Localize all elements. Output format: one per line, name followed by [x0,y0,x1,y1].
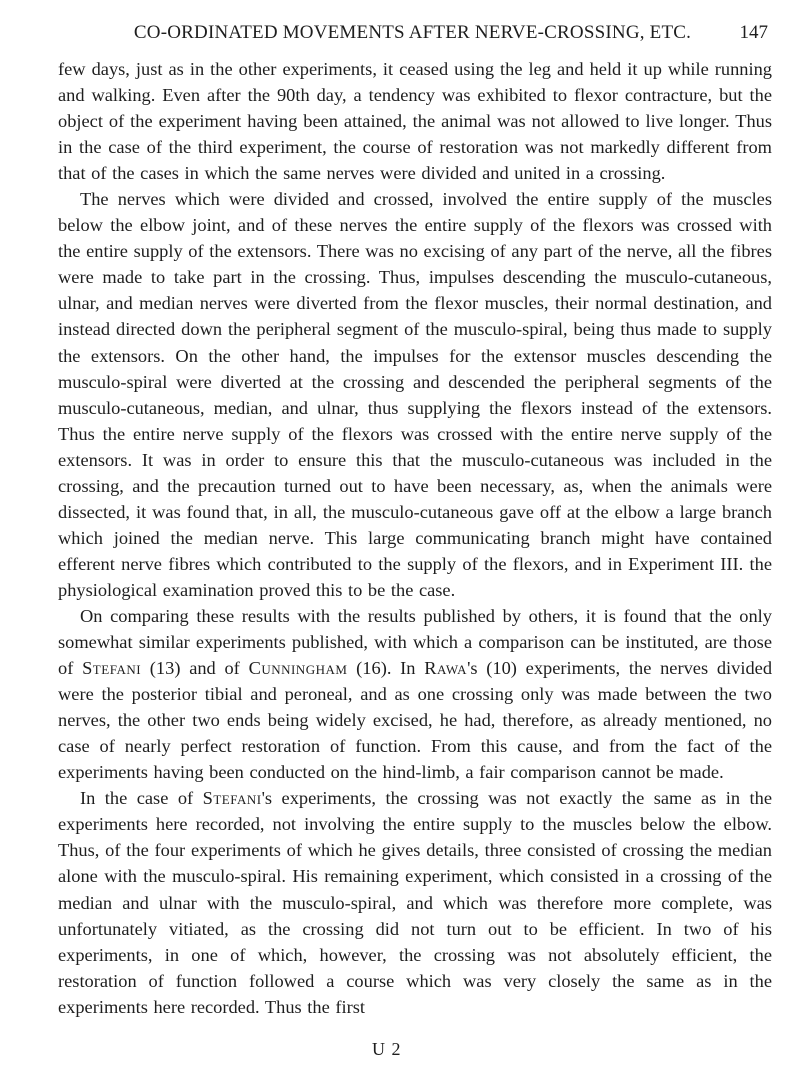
text-run: (16). In [347,658,425,679]
text-run: In the case of [80,788,203,809]
text-run: (13) and of [141,658,249,679]
author-name-stefani: Stefani [82,658,142,679]
paragraph-comparison [58,603,772,785]
running-head: CO-ORDINATED MOVEMENTS AFTER NERVE-CROSSING, ETC. [133,22,692,43]
paragraph-continued: few days, just as in the other experiments, it ceased using the leg and held it up while running and walking. Even after the 90th day, a tendency was exhibited to flexor contracture, but the object of the experiment having been attained, the animal was not allowed to live longer. Thus in the case of the third experiment, the course of restoration was not markedly different from that of the cases in which the same nerves were divided and united in a crossing. [58,59,772,184]
page-number: 147 [739,22,768,43]
signature-mark: U 2 [372,1039,402,1059]
author-name-cunningham: Cunningham [248,658,348,679]
author-name-stefani: Stefani [202,788,262,809]
paragraph-nerves-crossed: The nerves which were divided and crossed, involved the entire supply of the muscles below the elbow joint, and of these nerves the entire supply of the flexors was crossed with the entire supply of the extensors. There was no excising of any part of the nerve, all the fibres were made to take part in the crossing. Thus, impulses descending the musculo-cutaneous, ulnar, and median nerves were diverted from the flexor muscles, their normal destination, and instead directed down the peripheral segment of the musculo-spiral, being thus made to supply the extensors. On the other hand, the impulses for the extensor muscles descending the musculo-spiral were diverted at the crossing and descended the peripheral segments of the musculo-cutaneous, median, and ulnar, thus supplying the flexors instead of the extensors. Thus the entire nerve supply of the flexors was crossed with the entire nerve supply of the extensors. It was in order to ensure this that the musculo-cutaneous was included in the crossing, and the precaution turned out to have been necessary, as, when the animals were dissected, it was found that, in all, the musculo-cutaneous gave off at the elbow a large branch which joined the median nerve. This large communicating branch might have contained efferent nerve fibres which contributed to the supply of the flexors, and in Experiment III. the physiological examination proved this to be the case. [58,189,772,600]
paragraph-stefani-experiments [58,785,772,1019]
text-run: 's (10) experiments, the nerves divided were the posterior tibial and peroneal, and as one crossing only was made between the two nerves, the other two ends being widely excised, he had, therefore, as already mentioned, no case of nearly perfect restoration of function. From this cause, and from the fact of the experiments having been conducted on the hind-limb, a fair comparison cannot be made. [58,658,773,783]
text-run: 's experiments, the crossing was not exactly the same as in the experiments here recorded, not involving the entire supply to the muscles below the elbow. Thus, of the four experiments of which he gives details, three consisted of crossing the median alone with the musculo-spiral. His remaining experiment, which consisted in a crossing of the median and ulnar with the musculo-spiral, and which was therefore more complete, was unfortunately vitiated, as the crossing did not turn out to be efficient. In two of his experiments, in one of which, however, the crossing was not absolutely efficient, the restoration of function followed a course which was very closely the same as in the experiments here recorded. Thus the first [58,788,772,1017]
body-text [58,56,772,1020]
text-run: On comparing these results with the results published by others, it is found that the only somewhat similar experiments published, with which a comparison can be instituted, are those of [58,605,772,679]
author-name-rawa: Rawa [424,658,468,679]
